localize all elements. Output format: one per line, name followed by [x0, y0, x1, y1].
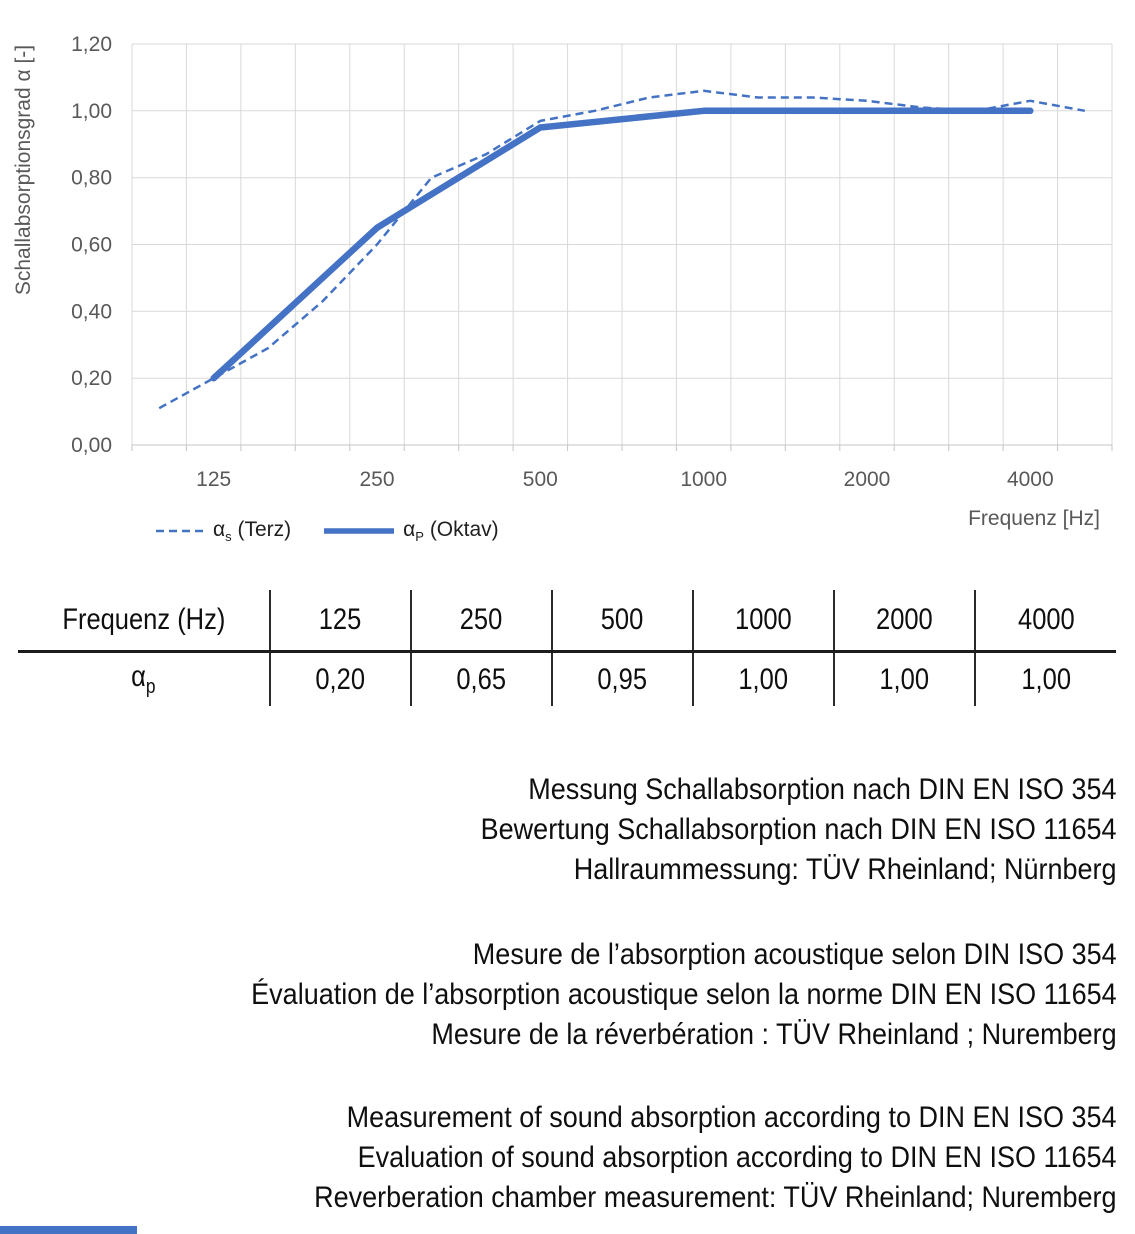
- table-value-250: 0,65: [411, 652, 552, 707]
- note-line: Measurement of sound absorption according to DIN EN ISO 354: [347, 1101, 1118, 1134]
- absorption-table: [18, 590, 1116, 706]
- legend-solid-line-swatch: [323, 527, 395, 535]
- svg-text:0,60: 0,60: [71, 233, 112, 257]
- table-header-row: [18, 590, 1116, 652]
- table-value-125: 0,20: [270, 652, 411, 707]
- svg-text:0,80: 0,80: [71, 166, 112, 190]
- table-value-row: [18, 652, 1116, 707]
- note-line: Hallraummessung: TÜV Rheinland; Nürnberg: [574, 853, 1117, 886]
- y-axis-title: Schallabsorptionsgrad α [-]: [12, 44, 35, 296]
- svg-text:1,00: 1,00: [71, 99, 112, 123]
- note-line: Reverberation chamber measurement: TÜV Rheinland; Nuremberg: [314, 1181, 1117, 1214]
- table-header-2000: 2000: [834, 590, 975, 652]
- svg-text:250: 250: [359, 468, 395, 491]
- note-line: Mesure de la réverbération : TÜV Rheinland ; Nuremberg: [431, 1018, 1117, 1051]
- note-german: [481, 770, 1117, 890]
- absorption-line-chart: [0, 0, 1135, 500]
- table-value-1000: 1,00: [693, 652, 834, 707]
- chart-legend: [155, 518, 499, 544]
- table-row-label-alpha-p: $\alpha_p$: [18, 652, 270, 707]
- svg-text:0,20: 0,20: [71, 367, 112, 391]
- table-header-125: 125: [270, 590, 411, 652]
- svg-text:125: 125: [196, 468, 232, 491]
- table-value-500: 0,95: [552, 652, 693, 707]
- note-line: Bewertung Schallabsorption nach DIN EN ISO 11654: [481, 813, 1117, 846]
- x-axis-title: Frequenz [Hz]: [968, 507, 1100, 530]
- note-line: Evaluation of sound absorption according to DIN EN ISO 11654: [358, 1141, 1118, 1174]
- note-french: [251, 935, 1117, 1055]
- svg-text:500: 500: [522, 468, 558, 491]
- table-value-4000: 1,00: [975, 652, 1116, 707]
- table-header-500: 500: [552, 590, 693, 652]
- legend-dashed-line-swatch: [155, 527, 205, 535]
- legend-label-terz: $\alpha_s$ (Terz): [213, 518, 292, 545]
- table-value-2000: 1,00: [834, 652, 975, 707]
- svg-text:1,20: 1,20: [71, 33, 112, 56]
- note-line: Mesure de l’absorption acoustique selon DIN ISO 354: [473, 938, 1117, 971]
- svg-text:2000: 2000: [843, 468, 891, 491]
- svg-text:0,40: 0,40: [71, 300, 112, 324]
- brand-color-bar: [0, 1226, 137, 1234]
- legend-label-oktav: $\alpha_P$ (Oktav): [403, 518, 499, 545]
- note-line: Messung Schallabsorption nach DIN EN ISO 354: [528, 773, 1117, 806]
- svg-text:0,00: 0,00: [71, 434, 112, 457]
- note-english: [315, 1098, 1117, 1218]
- table-header-1000: 1000: [693, 590, 834, 652]
- table-header-4000: 4000: [975, 590, 1116, 652]
- svg-text:1000: 1000: [680, 468, 728, 491]
- note-line: Évaluation de l’absorption acoustique selon la norme DIN EN ISO 11654: [251, 978, 1117, 1011]
- svg-text:4000: 4000: [1006, 468, 1054, 491]
- table-header-250: 250: [411, 590, 552, 652]
- table-header-frequency: Frequenz (Hz): [62, 603, 225, 636]
